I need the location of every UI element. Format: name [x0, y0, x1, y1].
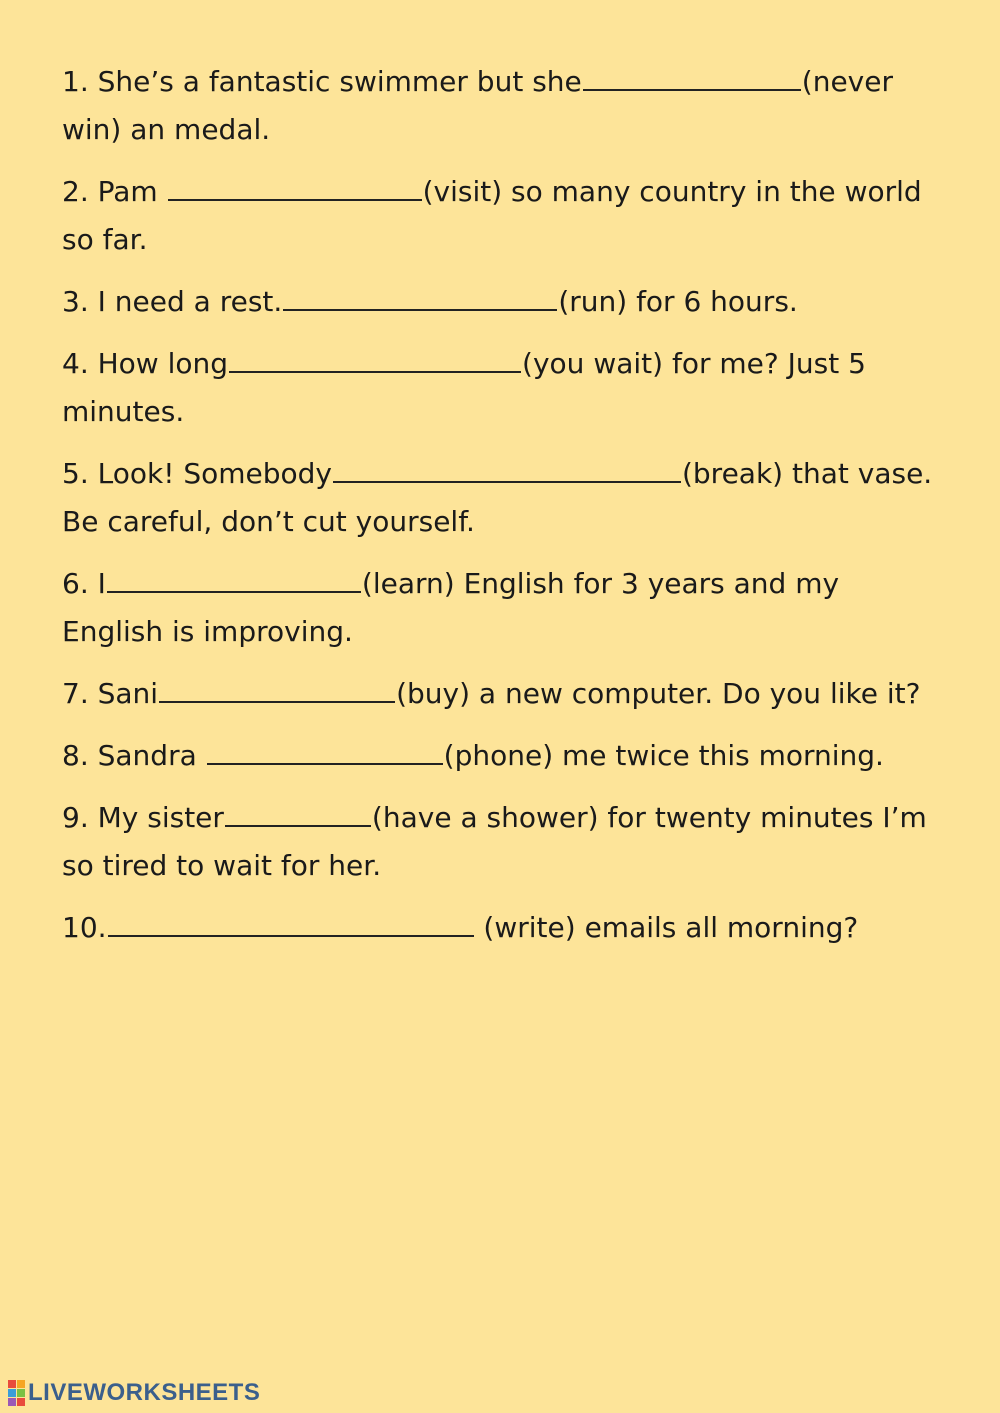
answer-blank[interactable]: [168, 169, 422, 201]
answer-blank[interactable]: [283, 279, 557, 311]
logo-text: LIVEWORKSHEETS: [28, 1379, 261, 1406]
answer-blank[interactable]: [107, 561, 361, 593]
question-text-before: Sandra: [88, 739, 206, 772]
question-2: [62, 168, 942, 264]
answer-blank[interactable]: [225, 795, 371, 827]
question-10: [62, 904, 942, 952]
question-text-before: Pam: [88, 175, 167, 208]
logo-block: [8, 1398, 16, 1406]
worksheet: [62, 58, 942, 966]
question-text-after: (buy) a new computer. Do you like it?: [396, 677, 921, 710]
question-number: 2.: [62, 175, 89, 208]
answer-blank[interactable]: [583, 59, 801, 91]
question-number: 6.: [62, 567, 89, 600]
question-text-before: How long: [88, 347, 229, 380]
question-number: 10.: [62, 911, 107, 944]
question-6: [62, 560, 942, 656]
logo-block: [17, 1398, 25, 1406]
question-text-before: I: [88, 567, 106, 600]
question-text-after: (have a shower) for twenty minutes I’m so tired to wait for her.: [62, 801, 927, 882]
answer-blank[interactable]: [229, 341, 521, 373]
logo-block: [8, 1380, 16, 1388]
question-text-after: (visit) so many country in the world so far.: [62, 175, 922, 256]
question-text-after: (never win) an medal.: [62, 65, 893, 146]
question-text-before: Sani: [88, 677, 159, 710]
question-number: 5.: [62, 457, 89, 490]
answer-blank[interactable]: [159, 671, 395, 703]
question-1: [62, 58, 942, 154]
liveworksheets-logo[interactable]: [8, 1379, 260, 1407]
question-text-after: (break) that vase. Be careful, don’t cut yourself.: [62, 457, 933, 538]
question-8: [62, 732, 942, 780]
answer-blank[interactable]: [333, 451, 681, 483]
question-text-after: (phone) me twice this morning.: [443, 739, 884, 772]
question-4: [62, 340, 942, 436]
question-number: 4.: [62, 347, 89, 380]
question-text-before: I need a rest.: [88, 285, 283, 318]
question-text-after: (you wait) for me? Just 5 minutes.: [62, 347, 866, 428]
question-text-before: Look! Somebody: [88, 457, 332, 490]
question-text-before: My sister: [88, 801, 224, 834]
question-text-before: She’s a fantastic swimmer but she: [88, 65, 582, 98]
question-number: 7.: [62, 677, 89, 710]
question-text-after: (write) emails all morning?: [474, 911, 859, 944]
question-5: [62, 450, 942, 546]
question-text-after: (learn) English for 3 years and my English is improving.: [62, 567, 840, 648]
answer-blank[interactable]: [108, 905, 474, 937]
question-3: [62, 278, 942, 326]
logo-block: [8, 1389, 16, 1397]
logo-block: [17, 1380, 25, 1388]
question-text-after: (run) for 6 hours.: [558, 285, 798, 318]
question-7: [62, 670, 942, 718]
logo-block: [17, 1389, 25, 1397]
question-9: [62, 794, 942, 890]
answer-blank[interactable]: [207, 733, 443, 765]
question-number: 3.: [62, 285, 89, 318]
question-number: 9.: [62, 801, 89, 834]
logo-blocks-icon: [8, 1380, 25, 1406]
question-number: 1.: [62, 65, 89, 98]
question-number: 8.: [62, 739, 89, 772]
